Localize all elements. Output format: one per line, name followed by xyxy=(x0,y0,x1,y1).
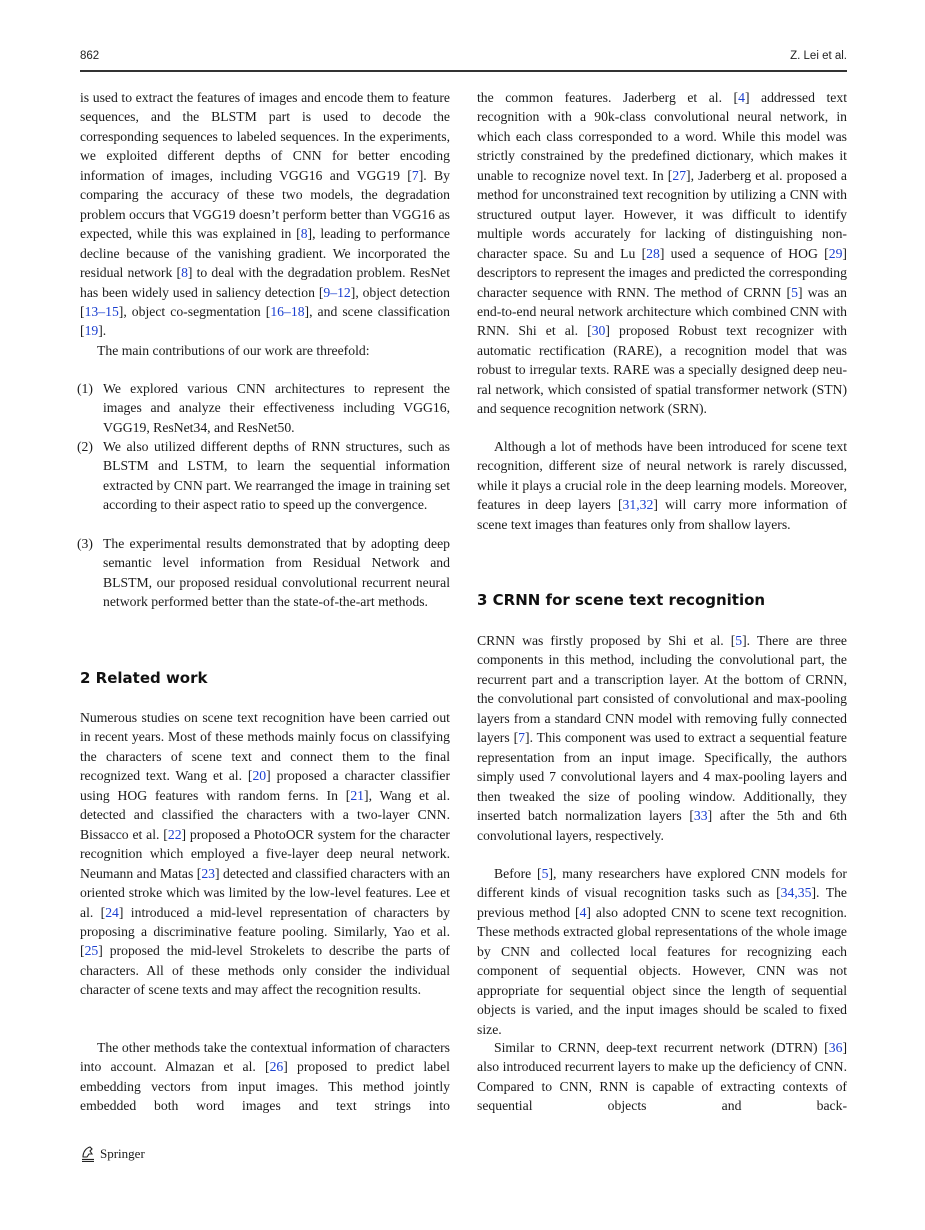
paragraph: The main contributions of our work are threefold: xyxy=(97,343,370,358)
list-number: (2) xyxy=(77,439,93,454)
citation-link[interactable]: 30 xyxy=(591,323,606,339)
citation-link[interactable]: 5 xyxy=(541,866,549,881)
springer-logo-icon xyxy=(80,1145,96,1163)
publisher-name: Springer xyxy=(100,1146,145,1161)
citation-link[interactable]: 28 xyxy=(646,245,660,261)
citation-link[interactable]: 25 xyxy=(84,943,99,959)
paragraph: Numerous studies on scene text recognition have been carried out in recent years. Most of these methods mainly focus on classifying the characters of scene text and connect them to the final recognized text. Wang et al. [20] proposed a character classifier using HOG features with random ferns. In [21], Wang et al. detected and classified the characters with a two-layer CNN. Bissacco et al. [22] proposed a PhotoOCR system for the character recognition which employed a five-layer deep neural network. Neumann and Matas [23] detected and classified characters with an oriented stroke which was limited by the low-level features. Lee et al. [24] introduced a mid-level representation of characters by proposing a discriminative feature pooling. Similarly, Yao et al. [25] proposed the mid-level Strokelets to describe the parts of characters. All of these methods only consider the individual character of scene texts and may affect the recognition results. xyxy=(80,710,451,998)
citation-link[interactable]: 7 xyxy=(411,167,419,183)
citation-link[interactable]: 24 xyxy=(105,904,119,920)
header-rule xyxy=(80,70,847,72)
list-text: We also utilized different depths of RNN structures, such as BLSTM and LSTM, to learn the sequential information extracted by CNN part. We rearranged the image in training set according to their aspect ratio to speed up the convergence. xyxy=(103,439,450,513)
paragraph: Before [5], many researchers have explored CNN models for different kinds of visual recognition tasks such as [34,35]. The previous method [4] also adopted CNN to scene text recognition. These methods extracted global representations of the whole image by CNN and collected local features for recognizing each component of sequential objects. However, CNN was not appropriate for sequential object since the length of sequential objects is varied, and the input images should be scaled to fixed size. xyxy=(477,866,847,1037)
citation-link[interactable]: 27 xyxy=(672,167,687,183)
paragraph: the common features. Jaderberg et al. [4] addressed text recognition with a 90k-class convolutional neural network, in which each class corresponded to a word. While this model was strictly constrained by the predefined dictionary, which makes it unable to recognize novel text. In [27], Jaderberg et al. proposed a method for unconstrained text recognition by utilizing a CNN with structured output layer. However, it was difficult to identify multiple words accurately for lacking of distinguishing non-character space. Su and Lu [28] used a sequence of HOG [29] descriptors to represent the images and predicted the corresponding character sequence with RNN. The method of CRNN [5] was an end-to-end neural network architecture which combined CNN with RNN. Shi et al. [30] proposed Robust text recognizer with automatic rectification (RARE), a recognition model that was robust to irregular texts. RARE was a specially designed deep neural network, which consisted of spatial transformer network (STN) and sequence recognition network (SRN). xyxy=(477,90,848,417)
list-text: The experimental results demonstrated that by adopting deep semantic level information from Residual Network and BLSTM, our proposed residual convolutional recurrent neural network performed better than the state-of-the-art methods. xyxy=(103,536,450,610)
paragraph: Similar to CRNN, deep-text recurrent network (DTRN) [36] also introduced recurrent layers to make up the deficiency of CNN. Compared to CNN, RNN is capable of extracting contexts of sequential objects and back- xyxy=(477,1040,847,1114)
section-heading: 2 Related work xyxy=(80,669,208,687)
citation-link[interactable]: 21 xyxy=(350,787,365,803)
list-item xyxy=(77,379,450,437)
list-number: (1) xyxy=(77,381,93,396)
citation-link[interactable]: 19 xyxy=(84,323,99,339)
citation-link[interactable]: 4 xyxy=(738,90,745,105)
paragraph: is used to extract the features of images and encode them to feature sequences, and the BLSTM part is used to decode the corresponding sequences to labeled sequences. In the experiments, we exploited different depths of CNN for better encoding information of images, including VGG16 and VGG19 [7]. By comparing the accuracy of these two models, the degradation problem occurs that VGG19 doesn’t perform better than VGG16 as expected, while this was explained in [8], leading to performance decline because of the vanishing gradient. We incorporated the residual network [8] to deal with the degradation problem. ResNet has been widely used in saliency detection [9–12], object detection [13–15], object co-segmentation [16–18], and scene classification [19]. xyxy=(80,90,451,339)
paragraph: The other methods take the contextual information of characters into account. Almazan et al. [26] proposed to predict label embedding vectors from input images. This method jointly embedded both word images and text strings into xyxy=(80,1040,450,1114)
citation-link[interactable]: 26 xyxy=(269,1059,284,1075)
list-text: We explored various CNN architectures to represent the images and analyze their effectiveness including VGG16, VGG19, ResNet34, and ResNet50. xyxy=(103,381,450,435)
list-number: (3) xyxy=(77,536,93,551)
citation-link[interactable]: 20 xyxy=(252,768,267,784)
citation-link[interactable]: 8 xyxy=(181,265,188,281)
page-number: 862 xyxy=(80,50,100,62)
list-item xyxy=(77,534,450,612)
citation-link[interactable]: 23 xyxy=(201,865,216,881)
paragraph: Although a lot of methods have been introduced for scene text recognition, different size of neural network is rarely discussed, while it plays a crucial role in the deep learning models. Moreover, features in deep layers [31,32] will carry more information of scene text images than features only from shallow layers. xyxy=(477,439,848,532)
citation-link[interactable]: 36 xyxy=(828,1040,843,1055)
citation-link[interactable]: 33 xyxy=(693,808,708,824)
paragraph: CRNN was firstly proposed by Shi et al. [5]. There are three components in this method, including the convolutional part, the recurrent part and a transcription layer. At the bottom of CRNN, the convolutional part consisted of convolutional and max-pooling layers from a standard CNN model with removing fully connected layers [7]. This component was used to extract a sequential feature representation from an input image. Specifically, the authors simply used 7 convolutional layers and 4 max-pooling layers and then tweaked the size of pooling window. Additionally, they inserted batch normalization layers [33] after the 5th and 6th convolutional layers, respectively. xyxy=(477,633,847,843)
list-item xyxy=(77,437,450,515)
citation-link[interactable]: 5 xyxy=(791,284,798,300)
citation-link[interactable]: 5 xyxy=(735,633,743,648)
citation-link[interactable]: 8 xyxy=(300,226,308,242)
citation-link[interactable]: 4 xyxy=(579,904,587,920)
citation-link[interactable]: 34,35 xyxy=(780,885,812,901)
citation-link[interactable]: 16–18 xyxy=(270,303,305,319)
citation-link[interactable]: 7 xyxy=(518,730,526,746)
citation-link[interactable]: 13–15 xyxy=(84,303,119,319)
publisher-footer xyxy=(80,1145,145,1163)
running-head-author: Z. Lei et al. xyxy=(790,50,847,62)
citation-link[interactable]: 31,32 xyxy=(622,497,654,513)
section-heading: 3 CRNN for scene text recognition xyxy=(477,591,766,609)
citation-link[interactable]: 9–12 xyxy=(323,284,351,300)
citation-link[interactable]: 29 xyxy=(828,245,843,261)
citation-link[interactable]: 22 xyxy=(167,826,182,842)
